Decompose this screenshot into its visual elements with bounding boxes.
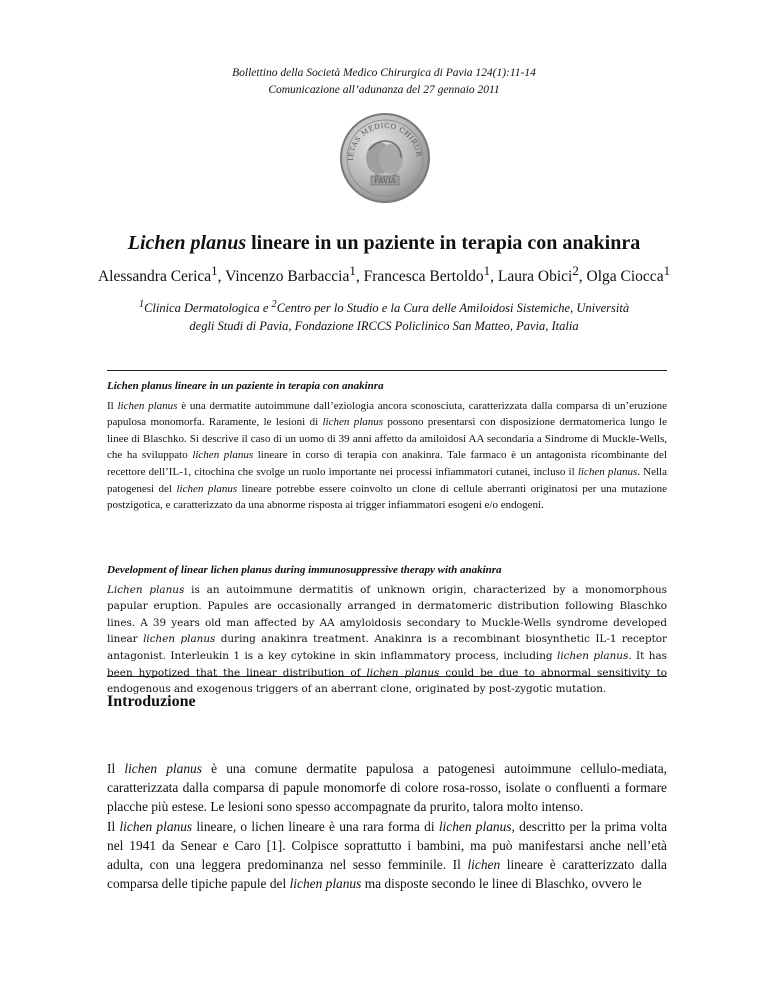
- abstract-en-title: Development of linear lichen planus during immunosuppressive therapy with anakinra: [107, 564, 502, 576]
- italic-term: lichen planus: [124, 761, 202, 776]
- text-run: Il: [107, 761, 125, 776]
- affiliation-part-1: Clinica Dermatologica e: [144, 301, 272, 316]
- italic-term: lichen planus: [366, 666, 440, 679]
- text-run: ma disposte secondo le linee di Blaschko, ovvero le: [361, 876, 642, 892]
- text-run: è una comune dermatite papulosa a patogenesi autoimmune cellulo-mediata, caratterizzata dalla comparsa di papule monomorfe di colore rosa-rosso, isolate o confluenti a formare placche più estese. Le lesioni sono spesso accompagnate da prurito, talora molto intenso.: [107, 761, 667, 815]
- affiliation-line-2: degli Studi di Pavia, Fondazione IRCCS Policlinico San Matteo, Pavia, Italia: [189, 319, 579, 334]
- abstract-it-title: Lichen planus lineare in un paziente in terapia con anakinra: [107, 380, 384, 392]
- italic-term: lichen planus: [176, 482, 238, 495]
- journal-citation: Bollettino della Società Medico Chirurgica di Pavia 124(1):11-14: [232, 67, 536, 79]
- text-run: is an autoimmune dermatitis of unknown origin, characterized by a monomorphous papular eruption. Papules are occasionally arranged in dermatomeric distribution following Blaschko lines. A 39 years old man affected by AA amyloidosis secondary to Muckle-Wells syndrome developed linear: [107, 583, 668, 646]
- italic-term: Lichen planus: [107, 583, 185, 596]
- affiliations: [0, 296, 768, 335]
- abstract-bottom-rule: [107, 676, 667, 677]
- italic-term: lichen planus: [289, 876, 362, 892]
- text-run: Il: [107, 818, 120, 834]
- text-run: . Nella patogenesi del: [107, 465, 667, 495]
- italic-term: lichen planus: [438, 818, 512, 834]
- author-name: Francesca Bertoldo: [363, 268, 484, 286]
- italic-term: lichen planus: [119, 818, 193, 834]
- communication-date: Comunicazione all’adunanza del 27 gennaio 2011: [268, 84, 500, 96]
- text-run: è una dermatite autoimmune dall’eziologia ancora sconosciuta, caratterizzata dalla comparsa di un’eruzione papulosa monomorfa. Raramente, le lesioni di: [107, 399, 667, 429]
- text-run: lineare in corso di terapia con anakinra. Tale farmaco è un antagonista ricombinante del recettore dell’IL-1, citochina che svolge un ruolo importante nei processi infiammatori cutanei, incluso il: [107, 449, 667, 478]
- title-rest: lineare in un paziente in terapia con anakinra: [246, 232, 641, 254]
- abstract-top-rule: [107, 370, 667, 371]
- author-affiliation-mark: 1: [663, 263, 671, 278]
- intro-paragraph: [107, 817, 667, 894]
- intro-paragraph: [107, 759, 667, 817]
- abstract-it-body: [107, 398, 667, 514]
- text-run: during anakinra treatment. Anakinra is a recombinant biosynthetic IL-1 receptor antagonist. Interleukin 1 is a key cytokine in skin inflammatory process, including: [107, 633, 667, 662]
- author-affiliation-mark: 1: [211, 263, 218, 278]
- affiliation-part-2: Centro per lo Studio e la Cura delle Amiloidosi Sistemiche, Università: [276, 301, 630, 316]
- affiliation-sup-2: 2: [271, 299, 277, 310]
- society-seal-icon: [339, 112, 431, 204]
- italic-term: lichen planus: [557, 649, 629, 662]
- italic-term: lichen planus: [192, 449, 254, 462]
- author-name: Vincenzo Barbaccia: [225, 268, 350, 286]
- seal-graphic: [339, 112, 431, 204]
- text-run: possono presentarsi con disposizione dermatomerica lungo le linee di Blaschko. Si descrive il caso di un uomo di 39 anni affetto da amiloidosi AA secondaria a Sindrome di Muckle-Wells, che ha sviluppato: [107, 416, 667, 462]
- author-name: Alessandra Cerica: [97, 268, 212, 286]
- author-affiliation-mark: 1: [483, 263, 491, 278]
- text-run: lineare potrebbe essere coinvolto un clone di cellule aberranti originatosi per una mutazione postzigotica, e caratterizzato da una abnorme risposta ai trigger infiammatori esogeni e/o endogeni.: [107, 482, 667, 512]
- abstract-en-body: [107, 582, 667, 698]
- author-affiliation-mark: 2: [572, 263, 579, 278]
- affiliation-line-1: [0, 296, 768, 317]
- title-italic: Lichen planus: [127, 232, 247, 254]
- author-list: Alessandra Cerica$^1$, Vincenzo Barbaccia$^1$, Francesca Bertoldo$^1$, Laura Obici$^2$, Olga Ciocca$^1$: [97, 263, 671, 286]
- abstract-english: [107, 562, 667, 698]
- text-run: lineare, o lichen lineare è una rara forma di: [192, 818, 439, 834]
- section-heading: Introduzione: [107, 693, 196, 710]
- abstract-italian: [107, 378, 667, 514]
- author-name: Laura Obici: [497, 268, 573, 286]
- text-run: Il: [107, 399, 118, 412]
- author-name: Olga Ciocca: [586, 268, 664, 286]
- journal-header: [0, 65, 768, 99]
- text-run: lineare è caratterizzato dalla comparsa delle tipiche papule del: [107, 857, 667, 892]
- italic-term: lichen planus: [577, 465, 638, 478]
- introduction-body: [107, 759, 667, 893]
- italic-term: lichen: [467, 857, 501, 873]
- affiliation-sup-1: 1: [138, 299, 145, 310]
- italic-term: lichen planus: [322, 416, 384, 429]
- italic-term: lichen planus: [117, 399, 178, 412]
- text-run: , descritto per la prima volta nel 1941 da Senear e Caro [1]. Colpisce soprattutto i bambini, ma può manifestarsi anche nell’età adulta, con una leggera predominanza nel sesso femminile. Il: [107, 818, 668, 873]
- text-run: . It has been hypotized that the linear distribution of: [107, 649, 667, 679]
- article-title: [0, 232, 768, 255]
- author-affiliation-mark: 1: [349, 263, 356, 278]
- italic-term: lichen planus: [143, 633, 216, 646]
- seal-text-top: IETAS MEDICO CHIRUR: [346, 121, 423, 161]
- text-run: could be due to abnormal sensitivity to endogenous and exogenous triggers of an aberrant clone, originated by post-zygotic mutation.: [107, 666, 667, 696]
- seal-text-bottom: PAVIA: [374, 177, 396, 185]
